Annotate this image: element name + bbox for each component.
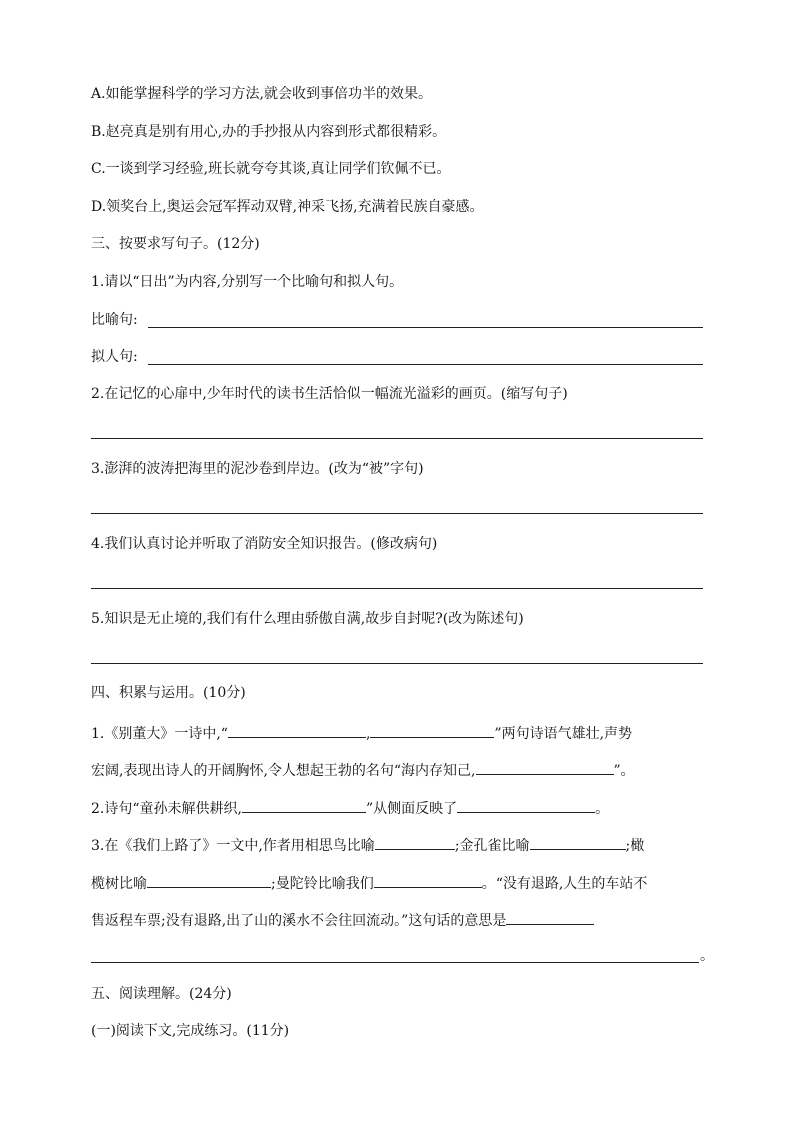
simile-answer-line[interactable] — [148, 327, 703, 328]
section4-q3-line1 — [91, 834, 644, 856]
s4q3-blank-5[interactable] — [506, 909, 594, 925]
section5-heading: 五、阅读理解。(24分) — [91, 986, 232, 1002]
s4q1-text-c: 宏阔,表现出诗人的开阔胸怀,令人想起王勃的名句“海内存知己, — [91, 763, 476, 779]
s4q1-text-d: ”。 — [613, 763, 635, 779]
personification-row — [91, 347, 138, 367]
s4q2-text-a: 2.诗句“童孙未解供耕织, — [91, 801, 242, 817]
section5-sub1: (一)阅读下文,完成练习。(11分) — [91, 1023, 290, 1039]
s4q2-text-c: 。 — [595, 801, 610, 817]
q3-answer-line[interactable] — [91, 513, 703, 514]
s4q3-text-g: 售返程车票;没有退路,出了山的溪水不会往回流动。”这句话的意思是 — [91, 913, 507, 929]
s4q3-text-e: ;曼陀铃比喻我们 — [271, 876, 374, 892]
s4q2-blank-1[interactable] — [242, 797, 366, 813]
s4q1-comma: , — [365, 726, 371, 742]
section3-q4: 4.我们认真讨论并听取了消防安全知识报告。(修改病句) — [91, 536, 438, 552]
s4q3-text-d: 榄树比喻 — [91, 876, 147, 892]
option-c: C.一谈到学习经验,班长就夸夸其谈,真让同学们钦佩不已。 — [91, 161, 451, 177]
s4q1-blank-2[interactable] — [370, 722, 494, 738]
q5-answer-line[interactable] — [91, 663, 703, 664]
s4q3-answer-line[interactable] — [91, 962, 699, 963]
section3-q1: 1.请以“日出”为内容,分别写一个比喻句和拟人句。 — [91, 274, 404, 290]
section4-q1-line2 — [91, 759, 635, 781]
option-b: B.赵亮真是别有用心,办的手抄报从内容到形式都很精彩。 — [91, 124, 447, 140]
s4q3-text-a: 3.在《我们上路了》一文中,作者用相思鸟比喻 — [91, 838, 375, 854]
personification-answer-line[interactable] — [148, 364, 703, 365]
s4q3-end-mark: 。 — [700, 948, 714, 964]
s4q2-text-b: ”从侧面反映了 — [365, 801, 458, 817]
simile-row — [91, 310, 138, 330]
s4q3-blank-3[interactable] — [147, 872, 271, 888]
section4-heading: 四、积累与运用。(10分) — [91, 685, 246, 701]
simile-label: 比喻句: — [91, 312, 138, 328]
personification-label: 拟人句: — [91, 349, 138, 365]
s4q3-blank-4[interactable] — [374, 872, 482, 888]
section4-q1-line1 — [91, 722, 632, 744]
section4-q2 — [91, 797, 609, 819]
section3-q3: 3.澎湃的波涛把海里的泥沙卷到岸边。(改为“被”字句) — [91, 461, 424, 477]
s4q1-text-a: 1.《别董大》一诗中,“ — [91, 726, 228, 742]
s4q1-text-b: ”两句诗语气雄壮,声势 — [494, 726, 633, 742]
s4q2-blank-2[interactable] — [457, 797, 595, 813]
section3-q2: 2.在记忆的心扉中,少年时代的读书生活恰似一幅流光溢彩的画页。(缩写句子) — [91, 386, 568, 402]
s4q3-text-f: 。“没有退路,人生的车站不 — [481, 876, 648, 892]
s4q1-blank-1[interactable] — [228, 722, 366, 738]
s4q3-blank-2[interactable] — [530, 834, 626, 850]
s4q3-blank-1[interactable] — [375, 834, 455, 850]
q2-answer-line[interactable] — [91, 438, 703, 439]
option-d: D.领奖台上,奥运会冠军挥动双臂,神采飞扬,充满着民族自豪感。 — [91, 199, 484, 215]
s4q1-blank-3[interactable] — [476, 759, 614, 775]
section4-q3-line2 — [91, 872, 647, 894]
option-a: A.如能掌握科学的学习方法,就会收到事倍功半的效果。 — [91, 86, 433, 102]
section3-heading: 三、按要求写句子。(12分) — [91, 236, 260, 252]
section4-q3-line3 — [91, 909, 594, 931]
s4q3-text-c: ;橄 — [625, 838, 645, 854]
s4q3-text-b: ;金孔雀比喻 — [454, 838, 530, 854]
section3-q5: 5.知识是无止境的,我们有什么理由骄傲自满,故步自封呢?(改为陈述句) — [91, 611, 524, 627]
q4-answer-line[interactable] — [91, 588, 703, 589]
